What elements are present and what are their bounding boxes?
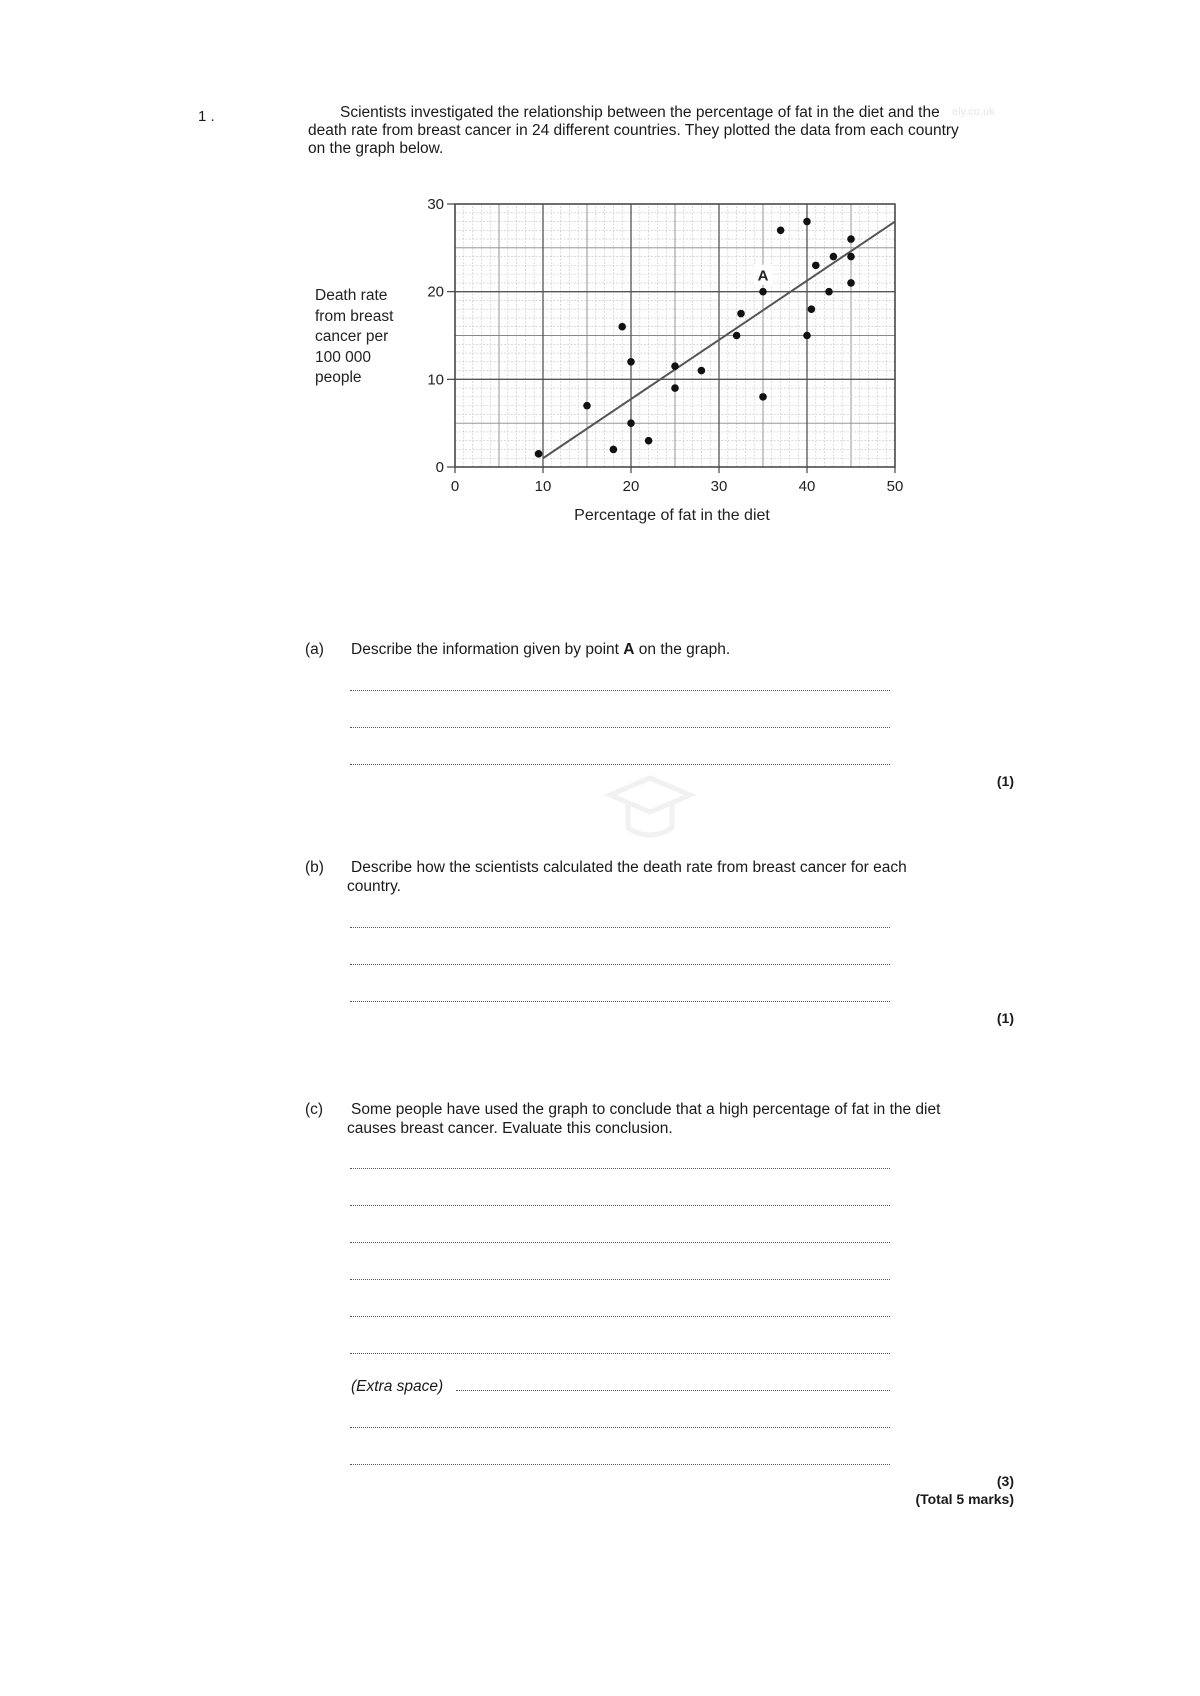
answer-line[interactable]: [350, 927, 890, 928]
x-tick-label: 0: [450, 478, 460, 495]
data-point: [627, 419, 635, 427]
data-point: [618, 323, 626, 331]
data-point: [627, 358, 635, 366]
y-tick-label: 30: [427, 196, 444, 213]
y-tick-label: 20: [427, 283, 444, 301]
x-tick-label: 50: [886, 478, 904, 495]
data-point: [698, 367, 706, 375]
data-point: [847, 235, 855, 243]
data-point: [583, 402, 591, 410]
answer-line[interactable]: [350, 1242, 890, 1243]
part-c-letter: (c): [305, 1101, 324, 1118]
data-point: [830, 253, 838, 261]
y-tick-label: 0: [435, 459, 444, 476]
part-a: [305, 640, 955, 660]
x-tick-label: 10: [534, 478, 552, 495]
data-point: [759, 393, 767, 401]
graduation-cap-icon: [600, 770, 700, 850]
chart-y-label-line: 100 000: [315, 348, 372, 366]
part-b-marks: (1): [996, 1010, 1014, 1026]
data-point: [645, 437, 653, 445]
data-point: [808, 305, 816, 313]
answer-line[interactable]: [350, 1316, 890, 1317]
answer-line[interactable]: [350, 764, 890, 765]
scatter-chart: [300, 190, 940, 535]
y-tick-label: 10: [427, 371, 444, 389]
x-tick-label: 30: [710, 478, 728, 495]
part-a-question: [351, 640, 951, 659]
data-point: [847, 253, 855, 261]
chart-y-label-line: cancer per: [315, 328, 389, 345]
data-point: [733, 332, 741, 340]
part-b-question: Describe how the scientists calculated the death rate from breast cancer for each country.: [347, 859, 907, 895]
answer-line[interactable]: [350, 1001, 890, 1002]
data-point: [777, 227, 785, 235]
chart-y-label-line: from breast: [315, 307, 394, 325]
part-a-marks: (1): [996, 773, 1014, 789]
answer-line[interactable]: [350, 964, 890, 965]
answer-line[interactable]: [350, 1168, 890, 1169]
answer-line[interactable]: [350, 1353, 890, 1354]
part-a-text: Describe the information given by point: [351, 641, 624, 658]
data-point: [535, 450, 543, 458]
data-point: [825, 288, 833, 296]
data-point: [803, 332, 811, 340]
data-point: [847, 279, 855, 287]
x-tick-label: 20: [622, 478, 640, 495]
data-point: [610, 446, 618, 454]
data-point: [812, 262, 820, 270]
answer-line[interactable]: [350, 690, 890, 691]
chart-y-label-line: people: [315, 369, 362, 386]
data-point: [803, 218, 811, 226]
part-a-text-end: on the graph.: [634, 641, 731, 658]
data-point: [671, 384, 679, 392]
x-tick-label: 40: [798, 478, 816, 495]
data-point: [737, 310, 745, 318]
extra-answer-line[interactable]: [456, 1390, 890, 1391]
answer-line[interactable]: [350, 1205, 890, 1206]
data-point: [759, 288, 767, 296]
question-intro-text: Scientists investigated the relationship between the percentage of fat in the diet and the death rate from breast cancer in 24 different countries. They plotted the data from each country on the graph below.: [308, 104, 959, 157]
extra-space-label: (Extra space): [351, 1378, 444, 1395]
part-a-letter: (a): [305, 641, 324, 658]
chart-x-label: Percentage of fat in the diet: [574, 507, 770, 524]
part-a-point-label: A: [623, 641, 635, 658]
part-b-letter: (b): [305, 859, 324, 876]
data-point: [671, 362, 679, 370]
point-a-label: A: [757, 267, 769, 285]
total-marks: (Total 5 marks): [915, 1491, 1014, 1507]
answer-line[interactable]: [350, 1464, 890, 1465]
answer-line[interactable]: [350, 1279, 890, 1280]
part-c-question: Some people have used the graph to conclude that a high percentage of fat in the diet causes breast cancer. Evaluate this conclusion.: [347, 1101, 941, 1137]
answer-line[interactable]: [350, 1427, 890, 1428]
part-c-marks: (3): [996, 1473, 1014, 1489]
part-b: [305, 858, 955, 898]
source-watermark: ely.co.uk: [952, 106, 995, 118]
answer-line[interactable]: [350, 727, 890, 728]
question-intro: [308, 104, 968, 158]
question-number: 1 .: [198, 108, 215, 125]
chart-minor-grid: [455, 204, 895, 467]
part-c: [305, 1100, 955, 1140]
chart-annotations: [754, 265, 772, 285]
chart-y-label-line: Death rate: [315, 287, 388, 304]
